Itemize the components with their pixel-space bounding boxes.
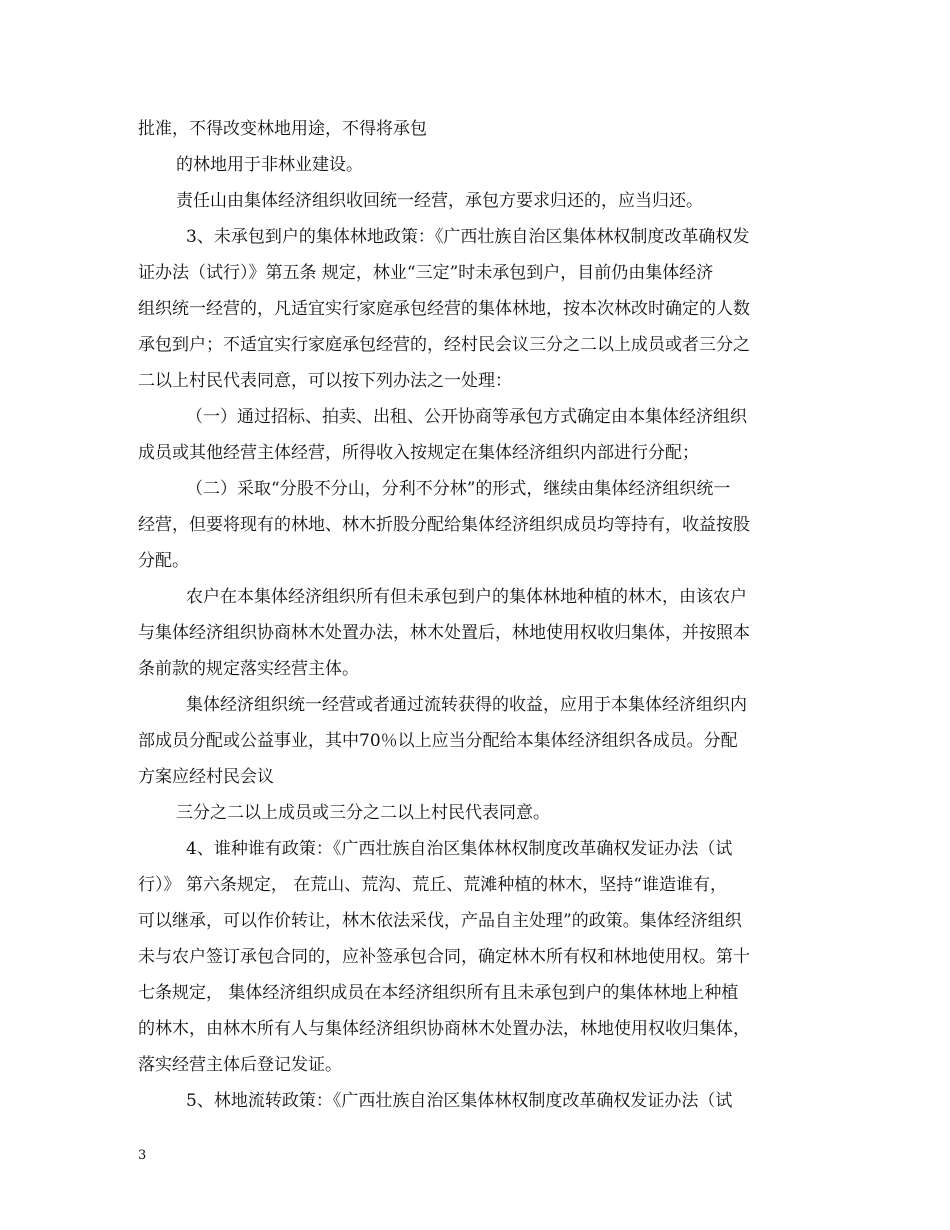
page-number: 3: [138, 1148, 147, 1163]
text-line-7: 承包到户；不适宜实行家庭承包经营的，经村民会议三分之二以上成员或者三分之: [138, 335, 750, 355]
text-line-6: 组织统一经营的，凡适宜实行家庭承包经营的集体林地，按本次林改时确定的人数: [138, 299, 750, 319]
text-line-3: 责任山由集体经济组织收回统一经营，承包方要求归还的，应当归还。: [176, 191, 703, 211]
text-line-28: 5、林地流转政策：《广西壮族自治区集体林权制度改革确权发证办法（试: [186, 1091, 733, 1111]
text-line-20: 三分之二以上成员或三分之二以上村民代表同意。: [176, 803, 550, 823]
text-line-17: 集体经济组织统一经营或者通过流转获得的收益，应用于本集体经济组织内: [186, 695, 747, 715]
text-line-5: 证办法（试行）》第五条 规定，林业“三定”时未承包到户，目前仍由集体经济: [138, 263, 714, 283]
text-line-11: （二）采取“分股不分山，分利不分林”的形式，继续由集体经济组织统一: [186, 479, 731, 499]
text-line-21: 4、谁种谁有政策：《广西壮族自治区集体林权制度改革确权发证办法（试: [186, 839, 733, 859]
text-line-1: 批准，不得改变林地用途，不得将承包: [138, 119, 427, 139]
text-line-12: 经营，但要将现有的林地、林木折股分配给集体经济组织成员均等持有，收益按股: [138, 515, 750, 535]
text-line-27: 落实经营主体后登记发证。: [138, 1055, 342, 1075]
text-line-9: （一）通过招标、拍卖、出租、公开协商等承包方式确定由本集体经济组织: [186, 407, 747, 427]
text-line-10: 成员或其他经营主体经营，所得收入按规定在集体经济组织内部进行分配；: [138, 443, 699, 463]
text-line-19: 方案应经村民会议: [138, 767, 274, 787]
text-line-23: 可以继承，可以作价转让，林木依法采伐，产品自主处理”的政策。集体经济组织: [138, 911, 742, 931]
text-line-24: 未与农户签订承包合同的，应补签承包合同，确定林木所有权和林地使用权。第十: [138, 947, 750, 967]
text-line-4: 3、未承包到户的集体林地政策：《广西壮族自治区集体林权制度改革确权发: [186, 227, 750, 247]
text-line-8: 二以上村民代表同意，可以按下列办法之一处理：: [138, 371, 512, 391]
text-line-25: 七条规定， 集体经济组织成员在本经济组织所有且未承包到户的集体林地上种植: [138, 983, 739, 1003]
text-line-26: 的林木，由林木所有人与集体经济组织协商林木处置办法，林地使用权收归集体，: [138, 1019, 750, 1039]
text-line-15: 与集体经济组织协商林木处置办法，林木处置后，林地使用权收归集体，并按照本: [138, 623, 750, 643]
text-line-2: 的林地用于非林业建设。: [176, 155, 363, 175]
text-line-18: 部成员分配或公益事业，其中70％以上应当分配给本集体经济组织各成员。分配: [138, 731, 738, 751]
text-line-16: 条前款的规定落实经营主体。: [138, 659, 359, 679]
text-line-14: 农户在本集体经济组织所有但未承包到户的集体林地种植的林木，由该农户: [186, 587, 747, 607]
text-line-13: 分配。: [138, 551, 189, 571]
text-line-22: 行）》 第六条规定， 在荒山、荒沟、荒丘、荒滩种植的林木，坚持“谁造谁有，: [138, 875, 727, 895]
